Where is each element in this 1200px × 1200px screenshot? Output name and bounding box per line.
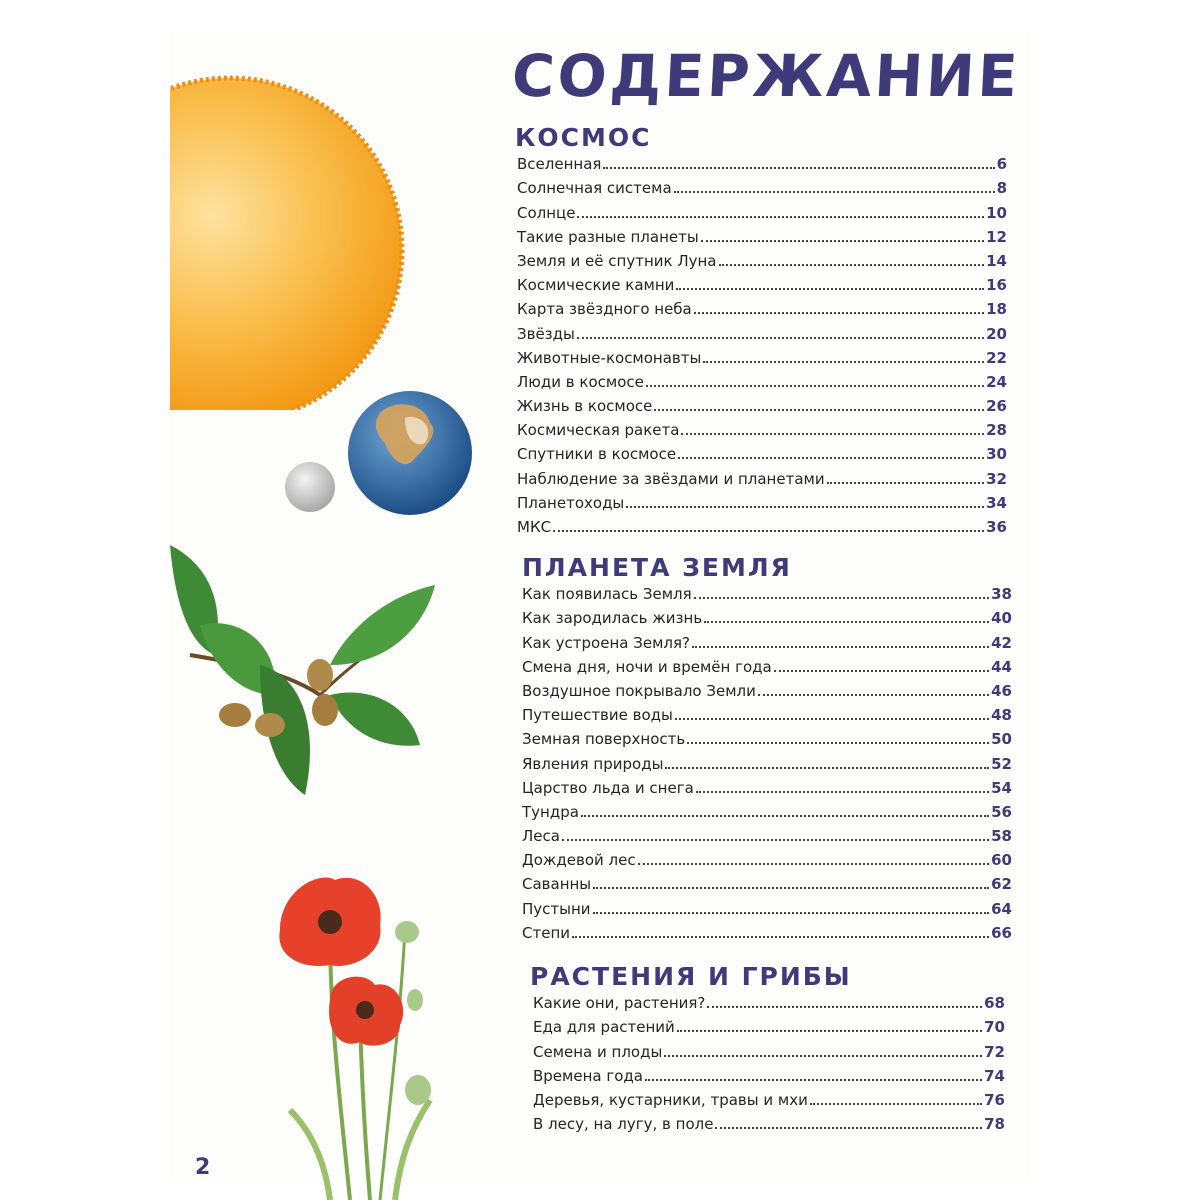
toc-entry-page: 34 (986, 493, 1007, 512)
toc-entry-label: Планетоходы (517, 493, 625, 512)
toc-list-planeta-zemlya (522, 579, 1012, 942)
toc-entry-page: 8 (996, 179, 1007, 198)
toc-entry-page: 62 (991, 875, 1012, 894)
toc-entry (522, 579, 1012, 603)
toc-entry (522, 700, 1012, 724)
toc-entry-label: Карта звёздного неба (517, 300, 692, 319)
dot-leader (562, 839, 989, 841)
section-title-rasteniya-i-griby: РАСТЕНИЯ И ГРИБЫ (530, 962, 852, 991)
toc-entry-label: Спутники в космосе (517, 445, 677, 464)
toc-entry-label: Деревья, кустарники, травы и мхи (533, 1090, 808, 1109)
toc-entry (517, 246, 1007, 270)
dot-leader (703, 361, 984, 363)
toc-entry-label: Солнце (517, 203, 576, 222)
dot-leader (678, 457, 984, 459)
toc-entry-label: Земная поверхность (522, 730, 686, 749)
toc-entry (522, 821, 1012, 845)
toc-entry-label: Солнечная система (517, 179, 672, 198)
dot-leader (758, 694, 989, 696)
dot-leader (694, 312, 984, 314)
toc-entry-label: Явления природы (522, 754, 664, 773)
toc-entry (517, 197, 1007, 221)
toc-entry-label: Смена дня, ночи и времён года (522, 657, 772, 676)
toc-entry (522, 676, 1012, 700)
toc-entry (517, 439, 1007, 463)
dot-leader (701, 240, 984, 242)
toc-entry-page: 12 (986, 227, 1007, 246)
toc-entry-page: 42 (991, 633, 1012, 652)
toc-entry-label: Такие разные планеты (517, 227, 699, 246)
toc-entry-page: 72 (984, 1042, 1005, 1061)
dot-leader (810, 1103, 982, 1105)
toc-entry-page: 68 (984, 994, 1005, 1013)
dot-leader (646, 385, 984, 387)
toc-entry-label: Люди в космосе (517, 372, 644, 391)
dot-leader (572, 936, 989, 938)
toc-entry (533, 1036, 1005, 1060)
dot-leader (774, 670, 989, 672)
dot-leader (827, 482, 985, 484)
toc-entry (517, 318, 1007, 342)
toc-entry-page: 56 (991, 802, 1012, 821)
toc-entry-page: 32 (986, 469, 1007, 488)
dot-leader (626, 506, 984, 508)
toc-entry (522, 893, 1012, 917)
page-number: 2 (195, 1155, 211, 1180)
toc-entry-page: 70 (984, 1018, 1005, 1037)
toc-entry (522, 797, 1012, 821)
toc-entry-page: 14 (986, 251, 1007, 270)
dot-leader (715, 1127, 982, 1129)
dot-leader (638, 863, 990, 865)
toc-entry-label: Времена года (533, 1066, 643, 1085)
toc-entry-page: 66 (991, 923, 1012, 942)
toc-entry-label: Космическая ракета (517, 421, 680, 440)
dot-leader (681, 433, 984, 435)
toc-entry-page: 54 (991, 778, 1012, 797)
toc-entry-label: Земля и её спутник Луна (517, 251, 717, 270)
toc-entry-page: 64 (991, 899, 1012, 918)
earth-illustration (345, 388, 475, 518)
page-title: СОДЕРЖАНИЕ (510, 42, 1023, 110)
section-title-kosmos: КОСМОС (515, 123, 652, 152)
toc-entry-page: 20 (986, 324, 1007, 343)
dot-leader (704, 621, 989, 623)
toc-entry (517, 343, 1007, 367)
toc-entry (533, 1109, 1005, 1133)
toc-entry-page: 46 (991, 681, 1012, 700)
toc-entry-page: 74 (984, 1066, 1005, 1085)
toc-entry (533, 1085, 1005, 1109)
toc-entry-page: 76 (984, 1090, 1005, 1109)
toc-entry (517, 415, 1007, 439)
dot-leader (719, 264, 985, 266)
toc-entry (522, 845, 1012, 869)
toc-list-rasteniya-i-griby (533, 988, 1005, 1133)
dot-leader (675, 718, 989, 720)
dot-leader (694, 597, 989, 599)
toc-entry-label: Звёзды (517, 324, 575, 343)
toc-entry (517, 149, 1007, 173)
toc-entry-page: 44 (991, 657, 1012, 676)
toc-entry (522, 748, 1012, 772)
toc-entry-page: 58 (991, 827, 1012, 846)
toc-entry-label: Семена и плоды (533, 1042, 663, 1061)
dot-leader (676, 288, 984, 290)
toc-entry-page: 26 (986, 397, 1007, 416)
dot-leader (692, 646, 989, 648)
toc-entry-page: 22 (986, 348, 1007, 367)
toc-entry (522, 627, 1012, 651)
toc-entry (533, 1061, 1005, 1085)
toc-entry-label: МКС (517, 518, 552, 536)
toc-entry (522, 652, 1012, 676)
toc-entry-page: 78 (984, 1115, 1005, 1134)
toc-entry (517, 173, 1007, 197)
toc-entry (517, 463, 1007, 487)
dot-leader (593, 887, 989, 889)
toc-entry (522, 869, 1012, 893)
toc-entry-page: 50 (991, 730, 1012, 749)
toc-entry-label: Путешествие воды (522, 706, 673, 725)
toc-entry-label: Жизнь в космосе (517, 397, 653, 416)
toc-entry-page: 10 (986, 203, 1007, 222)
dot-leader (677, 1030, 982, 1032)
dot-leader (707, 1006, 982, 1008)
dot-leader (593, 912, 990, 914)
toc-entry-page: 36 (986, 518, 1007, 536)
toc-entry-label: Царство льда и снега (522, 778, 694, 797)
dot-leader (553, 530, 984, 532)
toc-entry-label: Леса (522, 827, 560, 846)
poppy-illustration (270, 870, 450, 1200)
toc-entry (517, 488, 1007, 512)
toc-entry (517, 367, 1007, 391)
toc-entry-label: Как зародилась жизнь (522, 609, 703, 628)
toc-entry-page: 30 (986, 445, 1007, 464)
toc-entry-label: Воздушное покрывало Земли (522, 681, 756, 700)
toc-entry-label: Пустыни (522, 899, 591, 918)
toc-entry-label: Животные-космонавты (517, 348, 702, 367)
dot-leader (645, 1079, 982, 1081)
toc-entry (517, 391, 1007, 415)
moon-illustration (283, 460, 337, 514)
toc-entry-label: Саванны (522, 875, 592, 894)
toc-entry (517, 222, 1007, 246)
oak-branch-illustration (170, 545, 440, 805)
toc-entry-page: 38 (991, 585, 1012, 604)
toc-entry-label: Какие они, растения? (533, 994, 706, 1013)
toc-entry (522, 773, 1012, 797)
dot-leader (581, 815, 989, 817)
toc-entry-label: В лесу, на лугу, в поле (533, 1115, 714, 1134)
dot-leader (577, 337, 984, 339)
toc-entry-label: Дождевой лес (522, 851, 636, 870)
toc-entry (517, 294, 1007, 318)
toc-entry-label: Как появилась Земля (522, 585, 692, 604)
toc-entry (522, 603, 1012, 627)
toc-entry-label: Как устроена Земля? (522, 633, 690, 652)
toc-entry-page: 28 (986, 421, 1007, 440)
toc-entry-page: 40 (991, 609, 1012, 628)
dot-leader (696, 791, 989, 793)
dot-leader (665, 767, 989, 769)
toc-entry-label: Степи (522, 923, 570, 942)
toc-entry-page: 48 (991, 706, 1012, 725)
toc-entry (522, 724, 1012, 748)
toc-entry-page: 18 (986, 300, 1007, 319)
toc-entry-label: Космические камни (517, 276, 675, 295)
dot-leader (654, 409, 984, 411)
toc-entry (517, 512, 1007, 536)
toc-entry (522, 918, 1012, 942)
dot-leader (674, 191, 995, 193)
toc-entry-label: Вселенная (517, 155, 602, 174)
toc-entry-page: 60 (991, 851, 1012, 870)
toc-entry-page: 24 (986, 372, 1007, 391)
dot-leader (687, 742, 989, 744)
toc-entry-label: Наблюдение за звёздами и планетами (517, 469, 825, 488)
toc-entry (517, 270, 1007, 294)
toc-entry-label: Еда для растений (533, 1018, 675, 1037)
dot-leader (603, 167, 994, 169)
toc-list-kosmos (517, 149, 1007, 536)
toc-entry-page: 16 (986, 276, 1007, 295)
toc-entry (533, 1012, 1005, 1036)
toc-entry-page: 6 (996, 155, 1007, 174)
toc-entry (533, 988, 1005, 1012)
toc-entry-label: Тундра (522, 802, 579, 821)
dot-leader (664, 1055, 982, 1057)
section-title-planeta-zemlya: ПЛАНЕТА ЗЕМЛЯ (522, 553, 792, 582)
sun-illustration (170, 70, 420, 410)
dot-leader (577, 216, 984, 218)
toc-entry-page: 52 (991, 754, 1012, 773)
